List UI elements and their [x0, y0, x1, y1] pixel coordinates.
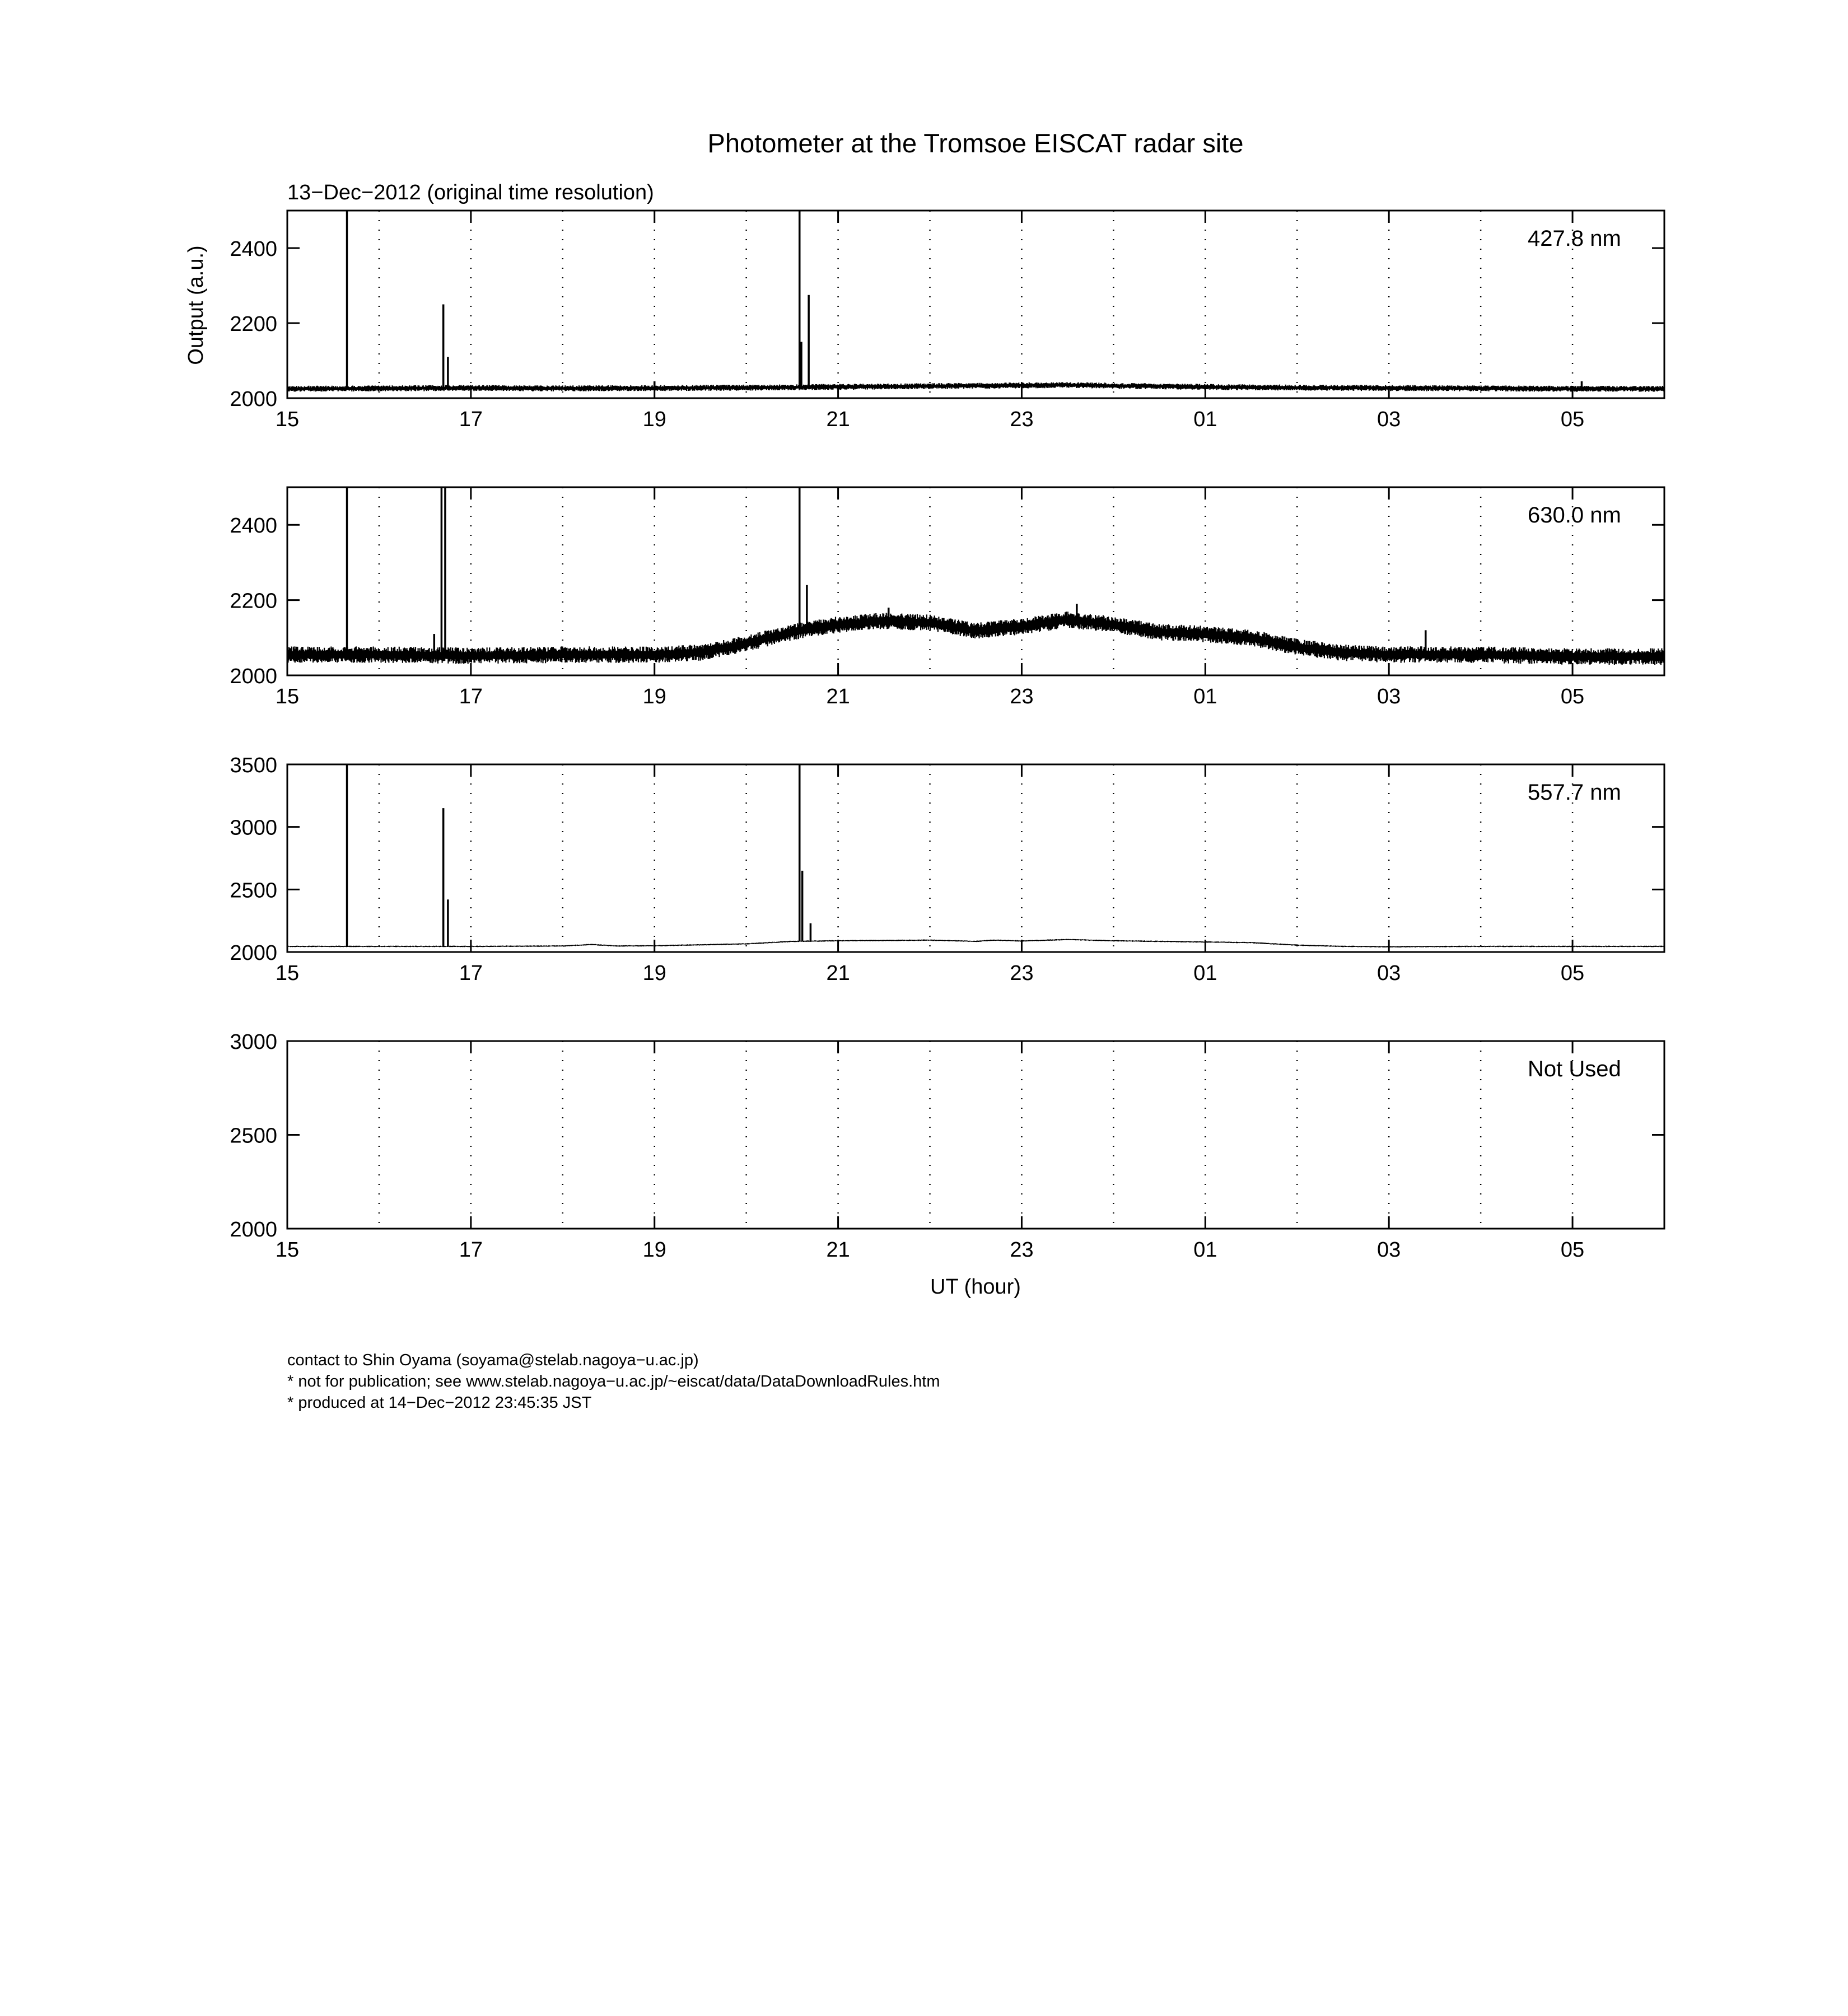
- x-tick-label: 21: [826, 408, 850, 431]
- axes-frame: [287, 764, 1664, 952]
- x-tick-label: 21: [826, 1238, 850, 1262]
- x-tick-label: 17: [459, 408, 483, 431]
- y-tick-label: 2500: [230, 1124, 277, 1148]
- x-tick-label: 15: [275, 685, 300, 708]
- y-tick-label: 2200: [230, 589, 277, 613]
- y-tick-label: 2500: [230, 879, 277, 903]
- x-tick-label: 15: [275, 962, 300, 985]
- x-tick-label: 19: [642, 962, 666, 985]
- y-tick-label: 2000: [230, 1218, 277, 1242]
- y-tick-label: 3000: [230, 816, 277, 840]
- series-line: [287, 939, 1664, 948]
- series-group: [287, 487, 1664, 665]
- y-tick-label: 2000: [230, 665, 277, 688]
- x-tick-label: 23: [1010, 962, 1034, 985]
- panel-3: [230, 754, 1664, 985]
- x-tick-label: 15: [275, 1238, 300, 1262]
- x-tick-label: 15: [275, 408, 300, 431]
- x-tick-label: 19: [642, 685, 666, 708]
- x-tick-label: 05: [1560, 685, 1585, 708]
- footer-usage-note: * not for publication; see www.stelab.nagoya−u.ac.jp/~eiscat/data/DataDownloadRules.htm: [287, 1373, 940, 1390]
- axes-frame: [287, 211, 1664, 398]
- chart-subtitle: 13−Dec−2012 (original time resolution): [287, 181, 654, 204]
- footer-produced-at: * produced at 14−Dec−2012 23:45:35 JST: [287, 1394, 592, 1412]
- panel-4: [230, 1030, 1664, 1262]
- y-tick-label: 2200: [230, 312, 277, 336]
- panel-label: 557.7 nm: [1528, 780, 1621, 805]
- y-tick-label: 3500: [230, 754, 277, 777]
- y-tick-label: 2000: [230, 941, 277, 965]
- x-tick-label: 17: [459, 962, 483, 985]
- x-tick-label: 23: [1010, 408, 1034, 431]
- x-tick-label: 03: [1377, 685, 1401, 708]
- x-axis-label: UT (hour): [930, 1275, 1021, 1299]
- x-tick-label: 19: [642, 1238, 666, 1262]
- series-group: [287, 211, 1664, 392]
- y-tick-label: 3000: [230, 1030, 277, 1054]
- chart-title: Photometer at the Tromsoe EISCAT radar site: [707, 128, 1244, 158]
- x-tick-label: 01: [1193, 962, 1217, 985]
- footer-contact: contact to Shin Oyama (soyama@stelab.nagoya−u.ac.jp): [287, 1351, 699, 1369]
- y-tick-label: 2400: [230, 237, 277, 261]
- panel-1: [230, 211, 1664, 431]
- x-tick-label: 01: [1193, 685, 1217, 708]
- x-tick-label: 05: [1560, 962, 1585, 985]
- x-tick-label: 21: [826, 962, 850, 985]
- x-tick-label: 17: [459, 685, 483, 708]
- axes-frame: [287, 487, 1664, 675]
- panel-2: [230, 487, 1664, 708]
- axes-frame: [287, 1041, 1664, 1229]
- y-axis-label: Output (a.u.): [184, 245, 208, 365]
- series-line: [287, 612, 1664, 665]
- x-tick-label: 01: [1193, 408, 1217, 431]
- x-tick-label: 01: [1193, 1238, 1217, 1262]
- panel-label: Not Used: [1528, 1057, 1621, 1081]
- x-tick-label: 05: [1560, 408, 1585, 431]
- x-tick-label: 17: [459, 1238, 483, 1262]
- x-tick-label: 03: [1377, 1238, 1401, 1262]
- series-group: [287, 764, 1664, 948]
- y-tick-label: 2400: [230, 514, 277, 538]
- panels: [230, 211, 1664, 1262]
- x-tick-label: 19: [642, 408, 666, 431]
- x-tick-label: 03: [1377, 962, 1401, 985]
- x-tick-label: 05: [1560, 1238, 1585, 1262]
- series-line: [287, 382, 1664, 391]
- panel-label: 630.0 nm: [1528, 503, 1621, 528]
- y-tick-label: 2000: [230, 388, 277, 411]
- x-tick-label: 03: [1377, 408, 1401, 431]
- x-tick-label: 23: [1010, 685, 1034, 708]
- x-tick-label: 23: [1010, 1238, 1034, 1262]
- footer-notes: [287, 1350, 940, 1413]
- panel-label: 427.8 nm: [1528, 226, 1621, 251]
- x-tick-label: 21: [826, 685, 850, 708]
